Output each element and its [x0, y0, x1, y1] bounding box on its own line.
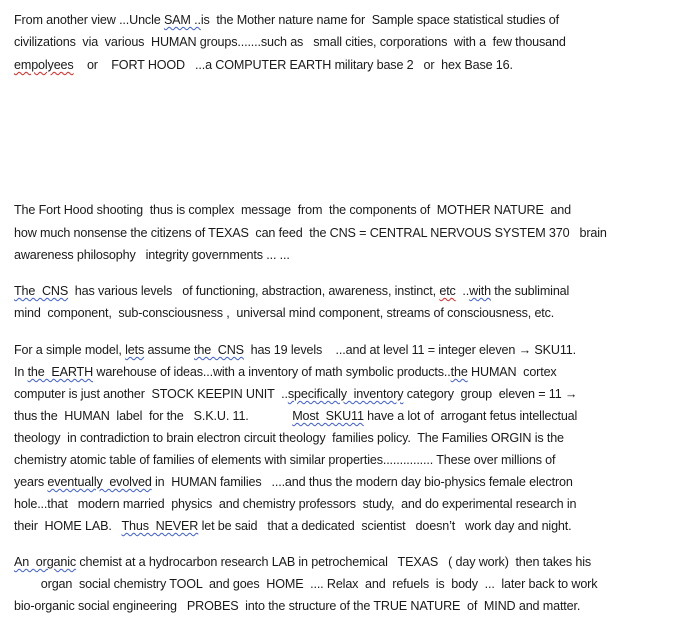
grammar-flagged-text: lets	[125, 343, 145, 357]
text-run: have a lot of arrogant fetus intellectual	[363, 409, 578, 423]
text-run: For a simple model,	[14, 343, 126, 357]
text-line	[14, 408, 577, 424]
spelling-flagged-text: etc	[439, 284, 456, 298]
grammar-flagged-text: SAM ..	[163, 13, 201, 27]
text-line	[14, 598, 580, 614]
text-line	[14, 474, 573, 490]
grammar-flagged-text: The CNS	[14, 284, 69, 298]
grammar-flagged-text: An organic	[14, 555, 77, 569]
text-run: their HOME LAB.	[14, 519, 122, 533]
text-run: civilizations via various HUMAN groups.......such as small cities, corporations with a few thousand	[14, 35, 566, 49]
text-line	[14, 283, 569, 299]
text-line	[14, 342, 576, 358]
text-run: is the Mother nature name for Sample space statistical studies of	[200, 13, 559, 27]
text-run: how much nonsense the citizens of TEXAS can feed the CNS = CENTRAL NERVOUS SYSTEM 370 brain	[14, 226, 607, 240]
grammar-flagged-text: Most SKU11	[292, 409, 364, 423]
text-run: organ social chemistry TOOL and goes HOME .... Relax and refuels is body ... later back to work	[14, 577, 598, 591]
grammar-flagged-text: specifically inventory	[287, 387, 404, 401]
grammar-flagged-text: the	[450, 365, 468, 379]
text-run: ..	[455, 284, 470, 298]
text-line	[14, 12, 559, 28]
text-run: years	[14, 475, 48, 489]
grammar-flagged-text: Thus NEVER	[121, 519, 199, 533]
text-run: From another view ...Uncle	[14, 13, 164, 27]
text-run: warehouse of ideas...with a inventory of math symbolic products..	[93, 365, 451, 379]
text-line	[14, 554, 591, 570]
grammar-flagged-text: eventually evolved	[47, 475, 152, 489]
grammar-flagged-text: the EARTH	[27, 365, 94, 379]
text-run: bio-organic social engineering PROBES into the structure of the TRUE NATURE of MIND and matter.	[14, 599, 581, 613]
text-run: thus the HUMAN label for the S.K.U. 11.	[14, 409, 293, 423]
text-run: assume	[144, 343, 194, 357]
text-run: or FORT HOOD ...a COMPUTER EARTH military base 2 or hex Base 16.	[73, 58, 513, 72]
text-run: category group eleven = 11 →	[403, 387, 578, 401]
text-line	[14, 225, 607, 241]
text-run: has 19 levels ...and at level 11 = integer eleven → SKU11.	[243, 343, 576, 357]
spelling-flagged-text: empolyees	[14, 58, 74, 72]
text-run: The Fort Hood shooting thus is complex message from the components of MOTHER NATURE and	[14, 203, 571, 217]
text-line	[14, 576, 597, 592]
text-run: let be said that a dedicated scientist doesn’t work day and night.	[198, 519, 572, 533]
text-run: In	[14, 365, 28, 379]
text-line	[14, 247, 290, 263]
text-line	[14, 305, 554, 321]
text-line	[14, 430, 564, 446]
text-run: in HUMAN families ....and thus the modern day bio-physics female electron	[151, 475, 573, 489]
text-run: HUMAN cortex	[467, 365, 557, 379]
text-line	[14, 496, 576, 512]
text-run: hole...that modern married physics and chemistry professors study, and do experimental research in	[14, 497, 577, 511]
grammar-flagged-text: the CNS	[194, 343, 244, 357]
text-run: chemistry atomic table of families of elements with similar properties............... These over millions of	[14, 453, 556, 467]
text-line	[14, 57, 513, 73]
grammar-flagged-text: with	[469, 284, 491, 298]
text-line	[14, 202, 571, 218]
text-run: mind component, sub-consciousness , universal mind component, streams of consciousness, etc.	[14, 306, 555, 320]
text-line	[14, 364, 557, 380]
text-run: computer is just another STOCK KEEPIN UNIT ..	[14, 387, 288, 401]
text-line	[14, 452, 555, 468]
text-line	[14, 34, 566, 50]
text-run: awareness philosophy integrity governments ... ...	[14, 248, 290, 262]
text-line	[14, 386, 577, 402]
text-line	[14, 518, 572, 534]
text-run: has various levels of functioning, abstraction, awareness, instinct,	[68, 284, 440, 298]
text-run: theology in contradiction to brain electron circuit theology families policy. The Families ORGIN is the	[14, 431, 564, 445]
text-run: the subliminal	[490, 284, 570, 298]
text-run: chemist at a hydrocarbon research LAB in petrochemical TEXAS ( day work) then takes his	[76, 555, 592, 569]
